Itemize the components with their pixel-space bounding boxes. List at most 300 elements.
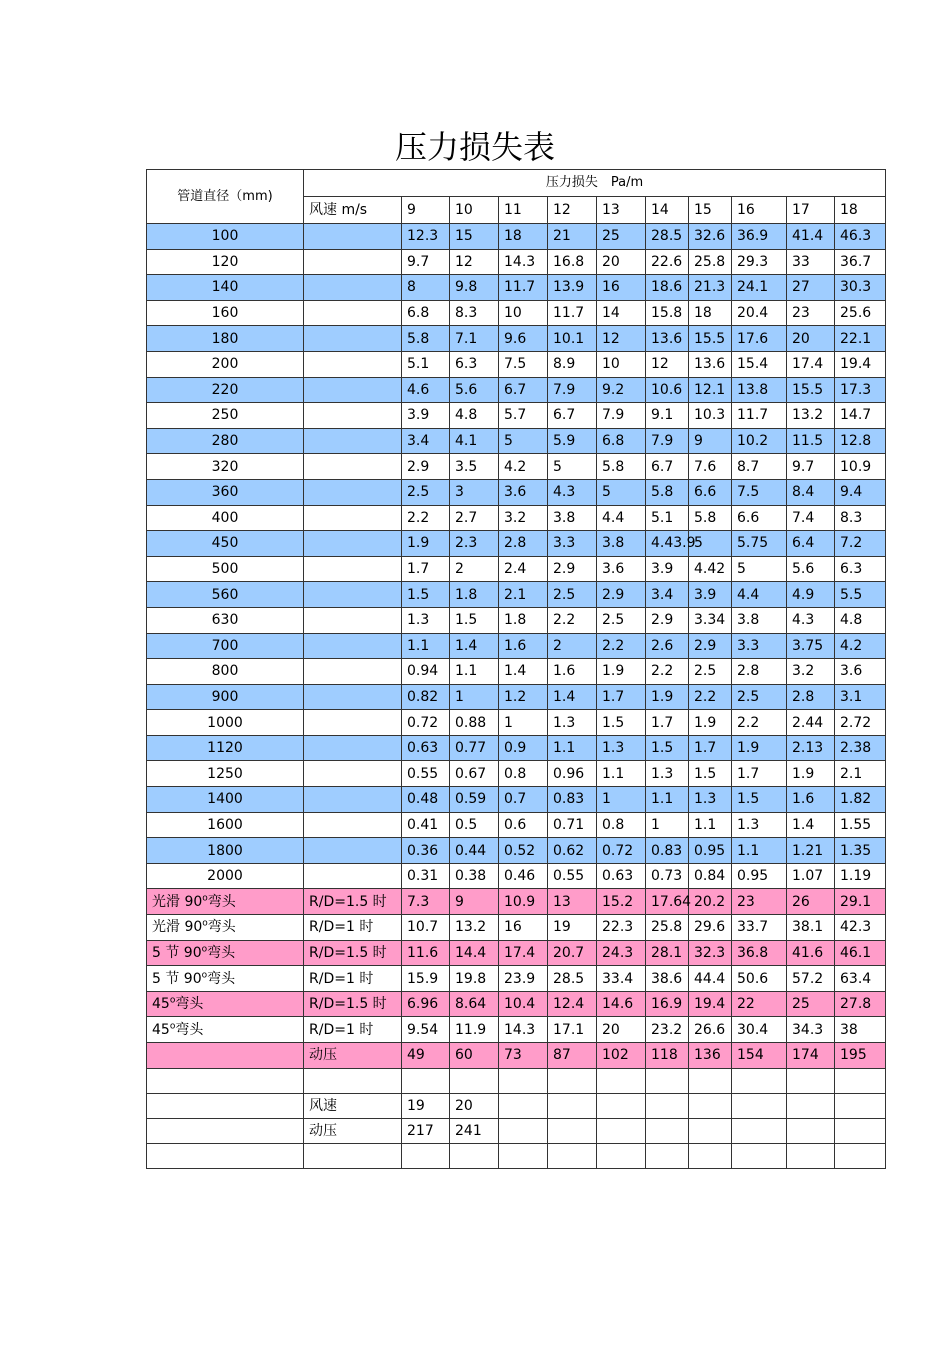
- elbow-name: [147, 889, 304, 915]
- loss-value: 2.1: [499, 582, 548, 608]
- loss-value: 19: [548, 915, 597, 941]
- loss-value: 16.8: [548, 249, 597, 275]
- loss-value: 2.9: [548, 556, 597, 582]
- diameter-cell: 160: [147, 300, 304, 326]
- loss-value: 1.8: [450, 582, 499, 608]
- loss-value: 0.59: [450, 787, 499, 813]
- loss-value: 22.6: [646, 249, 689, 275]
- elbow-name-prefix: 5 节 90: [152, 944, 202, 961]
- empty-cell: [304, 659, 402, 685]
- loss-value: 13.2: [450, 915, 499, 941]
- loss-value: 15.5: [689, 326, 732, 352]
- loss-value: 4.6: [402, 377, 450, 403]
- velocity-value: 12: [548, 197, 597, 224]
- extra-pressure-label: 动压: [304, 1118, 402, 1143]
- loss-value: 3.9: [689, 582, 732, 608]
- diameter-cell: 1600: [147, 812, 304, 838]
- loss-value: 19.8: [450, 966, 499, 992]
- loss-value: 5.1: [646, 505, 689, 531]
- loss-value: 1.4: [499, 659, 548, 685]
- loss-value: 38.1: [787, 915, 835, 941]
- loss-value: 1.1: [548, 735, 597, 761]
- empty-cell: [450, 1068, 499, 1093]
- empty-cell: [646, 1143, 689, 1168]
- elbow-name: [147, 991, 304, 1017]
- empty-cell: [499, 1068, 548, 1093]
- loss-value: 4.9: [787, 582, 835, 608]
- loss-value: 14.6: [597, 991, 646, 1017]
- loss-value: 2.2: [646, 659, 689, 685]
- loss-value: 0.48: [402, 787, 450, 813]
- loss-value: 1.5: [450, 607, 499, 633]
- extra-pressure-value: 241: [450, 1118, 499, 1143]
- empty-cell: [304, 710, 402, 736]
- loss-value: 29.6: [689, 915, 732, 941]
- loss-value: 1.9: [787, 761, 835, 787]
- loss-value: 11.7: [732, 403, 787, 429]
- degree-symbol: o: [202, 893, 208, 904]
- loss-value: 8.7: [732, 454, 787, 480]
- loss-value: 1.6: [787, 787, 835, 813]
- diameter-row: [147, 505, 886, 531]
- velocity-value: 13: [597, 197, 646, 224]
- loss-value: 19.4: [835, 351, 886, 377]
- loss-value: 0.72: [597, 838, 646, 864]
- loss-value: 2.1: [835, 761, 886, 787]
- diameter-cell: 560: [147, 582, 304, 608]
- loss-value: 10.9: [499, 889, 548, 915]
- loss-value: 6.3: [835, 556, 886, 582]
- loss-value: 24.1: [732, 275, 787, 301]
- loss-value: 15.9: [402, 966, 450, 992]
- loss-value: 1.6: [499, 633, 548, 659]
- empty-cell: [548, 1118, 597, 1143]
- loss-value: 13.6: [689, 351, 732, 377]
- loss-value: 26: [787, 889, 835, 915]
- loss-value: 3.9: [646, 556, 689, 582]
- empty-cell: [304, 351, 402, 377]
- loss-value: 22.1: [835, 326, 886, 352]
- loss-value: 29.1: [835, 889, 886, 915]
- loss-value: 1.3: [402, 607, 450, 633]
- loss-value: 2.9: [689, 633, 732, 659]
- loss-value: 12.1: [689, 377, 732, 403]
- loss-value: 0.36: [402, 838, 450, 864]
- loss-value: 13.8: [732, 377, 787, 403]
- dynamic-pressure-value: 195: [835, 1043, 886, 1069]
- loss-value: 9.8: [450, 275, 499, 301]
- empty-cell: [732, 1068, 787, 1093]
- empty-cell: [597, 1118, 646, 1143]
- empty-cell: [732, 1118, 787, 1143]
- loss-value: 2.5: [548, 582, 597, 608]
- loss-value: 6.3: [450, 351, 499, 377]
- loss-value: 20: [597, 1017, 646, 1043]
- loss-value: 2: [548, 633, 597, 659]
- loss-value: 2.2: [402, 505, 450, 531]
- diameter-row: [147, 659, 886, 685]
- loss-value: 21: [548, 224, 597, 250]
- dynamic-pressure-value: 174: [787, 1043, 835, 1069]
- loss-value: 3.8: [597, 531, 646, 557]
- loss-value: 1.7: [732, 761, 787, 787]
- loss-value: 0.73: [646, 863, 689, 889]
- loss-value: 6.7: [548, 403, 597, 429]
- loss-value: 0.71: [548, 812, 597, 838]
- loss-value: 30.4: [732, 1017, 787, 1043]
- loss-value: 25.6: [835, 300, 886, 326]
- loss-value: 4.8: [835, 607, 886, 633]
- empty-row: [147, 1143, 886, 1168]
- elbow-row: [147, 940, 886, 966]
- diameter-row: [147, 403, 886, 429]
- velocity-value: 9: [402, 197, 450, 224]
- empty-cell: [646, 1093, 689, 1118]
- loss-value: 13: [548, 889, 597, 915]
- loss-value: 18.6: [646, 275, 689, 301]
- empty-cell: [499, 1093, 548, 1118]
- empty-cell: [304, 556, 402, 582]
- empty-cell: [147, 1118, 304, 1143]
- empty-cell: [304, 454, 402, 480]
- loss-value: 3.8: [548, 505, 597, 531]
- loss-value: 3.6: [835, 659, 886, 685]
- loss-value: 6.6: [689, 479, 732, 505]
- diameter-row: [147, 326, 886, 352]
- loss-value: 11.7: [548, 300, 597, 326]
- elbow-name-suffix: 弯头: [207, 893, 236, 910]
- loss-value: 3.1: [835, 684, 886, 710]
- degree-symbol: o: [201, 944, 208, 955]
- loss-value: 1.7: [597, 684, 646, 710]
- loss-value: 0.5: [450, 812, 499, 838]
- loss-value: 4.2: [835, 633, 886, 659]
- extra-pressure-value: 217: [402, 1118, 450, 1143]
- loss-value: 15.2: [597, 889, 646, 915]
- diameter-row: [147, 479, 886, 505]
- loss-value: 8.9: [548, 351, 597, 377]
- loss-value: 0.41: [402, 812, 450, 838]
- elbow-name-prefix: 光滑 90: [152, 919, 203, 936]
- elbow-name-prefix: 5 节 90: [152, 970, 202, 987]
- loss-value: 1.55: [835, 812, 886, 838]
- loss-value: 0.63: [597, 863, 646, 889]
- loss-value: 6.8: [597, 428, 646, 454]
- loss-value: 8.64: [450, 991, 499, 1017]
- diameter-cell: 120: [147, 249, 304, 275]
- loss-value: 1: [597, 787, 646, 813]
- empty-cell: [402, 1143, 450, 1168]
- loss-value: 2.5: [402, 479, 450, 505]
- loss-value: 4.3: [548, 479, 597, 505]
- rd-ratio: R/D=1 时: [304, 915, 402, 941]
- diameter-cell: 180: [147, 326, 304, 352]
- rd-ratio: R/D=1 时: [304, 1017, 402, 1043]
- velocity-value: 18: [835, 197, 886, 224]
- velocity-value: 14: [646, 197, 689, 224]
- loss-value: 28.5: [646, 224, 689, 250]
- loss-value: 0.72: [402, 710, 450, 736]
- loss-value: 21.3: [689, 275, 732, 301]
- loss-value: 11.6: [402, 940, 450, 966]
- loss-value: 7.6: [689, 454, 732, 480]
- loss-value: 1: [450, 684, 499, 710]
- loss-value: 1.1: [646, 787, 689, 813]
- loss-value: 1.1: [689, 812, 732, 838]
- loss-value: 0.88: [450, 710, 499, 736]
- loss-value: 13.2: [787, 403, 835, 429]
- pressure-loss-header: 压力损失 Pa/m: [304, 170, 886, 197]
- elbow-row: [147, 889, 886, 915]
- empty-cell: [689, 1118, 732, 1143]
- loss-value: 2.8: [499, 531, 548, 557]
- loss-value: 12: [646, 351, 689, 377]
- empty-cell: [304, 735, 402, 761]
- loss-value: 1: [499, 710, 548, 736]
- loss-value: 19.4: [689, 991, 732, 1017]
- loss-value: 13.9: [548, 275, 597, 301]
- diameter-header: 管道直径（mm): [147, 170, 304, 224]
- loss-value: 5.7: [499, 403, 548, 429]
- loss-value: 36.9: [732, 224, 787, 250]
- empty-cell: [304, 275, 402, 301]
- diameter-cell: 800: [147, 659, 304, 685]
- loss-value: 0.95: [732, 863, 787, 889]
- extra-pressure-row: [147, 1118, 886, 1143]
- loss-value: 7.5: [499, 351, 548, 377]
- loss-value: 1.1: [732, 838, 787, 864]
- diameter-row: [147, 428, 886, 454]
- diameter-cell: 280: [147, 428, 304, 454]
- loss-value: 0.83: [646, 838, 689, 864]
- diameter-cell: 630: [147, 607, 304, 633]
- loss-value: 5.8: [597, 454, 646, 480]
- loss-value: 0.67: [450, 761, 499, 787]
- loss-value: 1.4: [548, 684, 597, 710]
- loss-value: 3.4: [646, 582, 689, 608]
- loss-value: 2.8: [732, 659, 787, 685]
- elbow-row: [147, 966, 886, 992]
- loss-value: 2: [450, 556, 499, 582]
- diameter-row: [147, 531, 886, 557]
- loss-value: 6.7: [499, 377, 548, 403]
- elbow-row: [147, 991, 886, 1017]
- loss-value: 30.3: [835, 275, 886, 301]
- velocity-value: 16: [732, 197, 787, 224]
- loss-value: 1.1: [450, 659, 499, 685]
- elbow-name-suffix: 弯头: [207, 919, 236, 936]
- empty-cell: [450, 1143, 499, 1168]
- loss-value: 1.3: [597, 735, 646, 761]
- loss-value: 1.4: [787, 812, 835, 838]
- empty-cell: [304, 838, 402, 864]
- diameter-cell: 2000: [147, 863, 304, 889]
- loss-value: 2.5: [689, 659, 732, 685]
- empty-cell: [689, 1143, 732, 1168]
- loss-value: 20: [597, 249, 646, 275]
- loss-value: 0.95: [689, 838, 732, 864]
- loss-value: 2.9: [402, 454, 450, 480]
- loss-value: 12.4: [548, 991, 597, 1017]
- diameter-cell: 320: [147, 454, 304, 480]
- loss-value: 1.8: [499, 607, 548, 633]
- empty-row: [147, 1068, 886, 1093]
- loss-value: 3.6: [499, 479, 548, 505]
- loss-value: 0.83: [548, 787, 597, 813]
- loss-value: 7.9: [597, 403, 646, 429]
- diameter-cell: 1400: [147, 787, 304, 813]
- loss-value: 8: [402, 275, 450, 301]
- loss-value: 10.9: [835, 454, 886, 480]
- extra-velocity-row: [147, 1093, 886, 1118]
- loss-value: 1.7: [402, 556, 450, 582]
- velocity-value: 10: [450, 197, 499, 224]
- loss-value: 22.3: [597, 915, 646, 941]
- loss-value: 0.6: [499, 812, 548, 838]
- loss-value: 33: [787, 249, 835, 275]
- loss-value: 1.5: [646, 735, 689, 761]
- loss-value: 0.84: [689, 863, 732, 889]
- elbow-name: [147, 1017, 304, 1043]
- loss-value: 3: [450, 479, 499, 505]
- diameter-row: [147, 249, 886, 275]
- empty-cell: [787, 1068, 835, 1093]
- loss-value: 36.7: [835, 249, 886, 275]
- loss-value: 23: [732, 889, 787, 915]
- loss-value: 5.8: [689, 505, 732, 531]
- loss-value: 1.7: [689, 735, 732, 761]
- loss-value: 10.1: [548, 326, 597, 352]
- rd-ratio: R/D=1 时: [304, 966, 402, 992]
- diameter-row: [147, 275, 886, 301]
- loss-value: 25.8: [689, 249, 732, 275]
- diameter-row: [147, 812, 886, 838]
- empty-cell: [548, 1093, 597, 1118]
- empty-cell: [732, 1093, 787, 1118]
- diameter-cell: 200: [147, 351, 304, 377]
- loss-value: 23: [787, 300, 835, 326]
- loss-value: 5: [597, 479, 646, 505]
- loss-value: 0.96: [548, 761, 597, 787]
- empty-cell: [787, 1143, 835, 1168]
- loss-value: 14.3: [499, 1017, 548, 1043]
- loss-value: 14.3: [499, 249, 548, 275]
- velocity-value: 17: [787, 197, 835, 224]
- empty-cell: [304, 249, 402, 275]
- loss-value: 2.4: [499, 556, 548, 582]
- loss-value: 5.5: [835, 582, 886, 608]
- loss-value: 9.54: [402, 1017, 450, 1043]
- loss-value: 10: [499, 300, 548, 326]
- loss-value: 33.4: [597, 966, 646, 992]
- loss-value: 0.31: [402, 863, 450, 889]
- loss-value: 17.6: [732, 326, 787, 352]
- loss-value: 1.1: [597, 761, 646, 787]
- loss-value: 11.7: [499, 275, 548, 301]
- empty-cell: [689, 1068, 732, 1093]
- loss-value: 16: [597, 275, 646, 301]
- diameter-row: [147, 684, 886, 710]
- empty-cell: [597, 1068, 646, 1093]
- loss-value: 5: [689, 531, 732, 557]
- diameter-cell: 900: [147, 684, 304, 710]
- loss-value: 15.8: [646, 300, 689, 326]
- loss-value: 14: [597, 300, 646, 326]
- loss-value: 15: [450, 224, 499, 250]
- diameter-cell: 1250: [147, 761, 304, 787]
- loss-value: 1.9: [689, 710, 732, 736]
- loss-value: 3.6: [597, 556, 646, 582]
- empty-cell: [304, 403, 402, 429]
- loss-value: 2.2: [689, 684, 732, 710]
- loss-value: 63.4: [835, 966, 886, 992]
- loss-value: 18: [689, 300, 732, 326]
- loss-value: 4.1: [450, 428, 499, 454]
- loss-value: 38: [835, 1017, 886, 1043]
- loss-value: 44.4: [689, 966, 732, 992]
- elbow-name: [147, 940, 304, 966]
- dynamic-pressure-value: 102: [597, 1043, 646, 1069]
- empty-cell: [548, 1068, 597, 1093]
- diameter-cell: 400: [147, 505, 304, 531]
- diameter-row: [147, 377, 886, 403]
- diameter-row: [147, 761, 886, 787]
- loss-value: 16.9: [646, 991, 689, 1017]
- loss-value: 6.96: [402, 991, 450, 1017]
- loss-value: 25.8: [646, 915, 689, 941]
- loss-value: 2.2: [732, 710, 787, 736]
- loss-value: 1.9: [402, 531, 450, 557]
- empty-cell: [304, 224, 402, 250]
- elbow-name-suffix: 弯头: [207, 944, 236, 961]
- loss-value: 27.8: [835, 991, 886, 1017]
- loss-value: 23.9: [499, 966, 548, 992]
- elbow-name-prefix: 光滑 90: [152, 893, 203, 910]
- loss-value: 1.07: [787, 863, 835, 889]
- loss-value: 1.3: [732, 812, 787, 838]
- loss-value: 4.3: [787, 607, 835, 633]
- empty-cell: [787, 1118, 835, 1143]
- loss-value: 1.3: [548, 710, 597, 736]
- loss-value: 0.38: [450, 863, 499, 889]
- loss-value: 46.1: [835, 940, 886, 966]
- loss-value: 14.7: [835, 403, 886, 429]
- loss-value: 2.38: [835, 735, 886, 761]
- loss-value: 5.6: [787, 556, 835, 582]
- loss-value: 12: [450, 249, 499, 275]
- loss-value: 9: [689, 428, 732, 454]
- loss-value: 4.42: [689, 556, 732, 582]
- empty-cell: [732, 1143, 787, 1168]
- diameter-cell: 1120: [147, 735, 304, 761]
- loss-value: 46.3: [835, 224, 886, 250]
- dynamic-pressure-row: [147, 1043, 886, 1069]
- loss-value: 7.3: [402, 889, 450, 915]
- empty-cell: [304, 863, 402, 889]
- loss-value: 12.8: [835, 428, 886, 454]
- diameter-cell: 1000: [147, 710, 304, 736]
- loss-value: 5: [548, 454, 597, 480]
- loss-value: 26.6: [689, 1017, 732, 1043]
- loss-value: 1.6: [548, 659, 597, 685]
- loss-value: 2.44: [787, 710, 835, 736]
- loss-value: 7.1: [450, 326, 499, 352]
- degree-symbol: o: [169, 995, 176, 1006]
- velocity-value: 15: [689, 197, 732, 224]
- loss-value: 7.5: [732, 479, 787, 505]
- loss-value: 8.3: [835, 505, 886, 531]
- empty-cell: [304, 684, 402, 710]
